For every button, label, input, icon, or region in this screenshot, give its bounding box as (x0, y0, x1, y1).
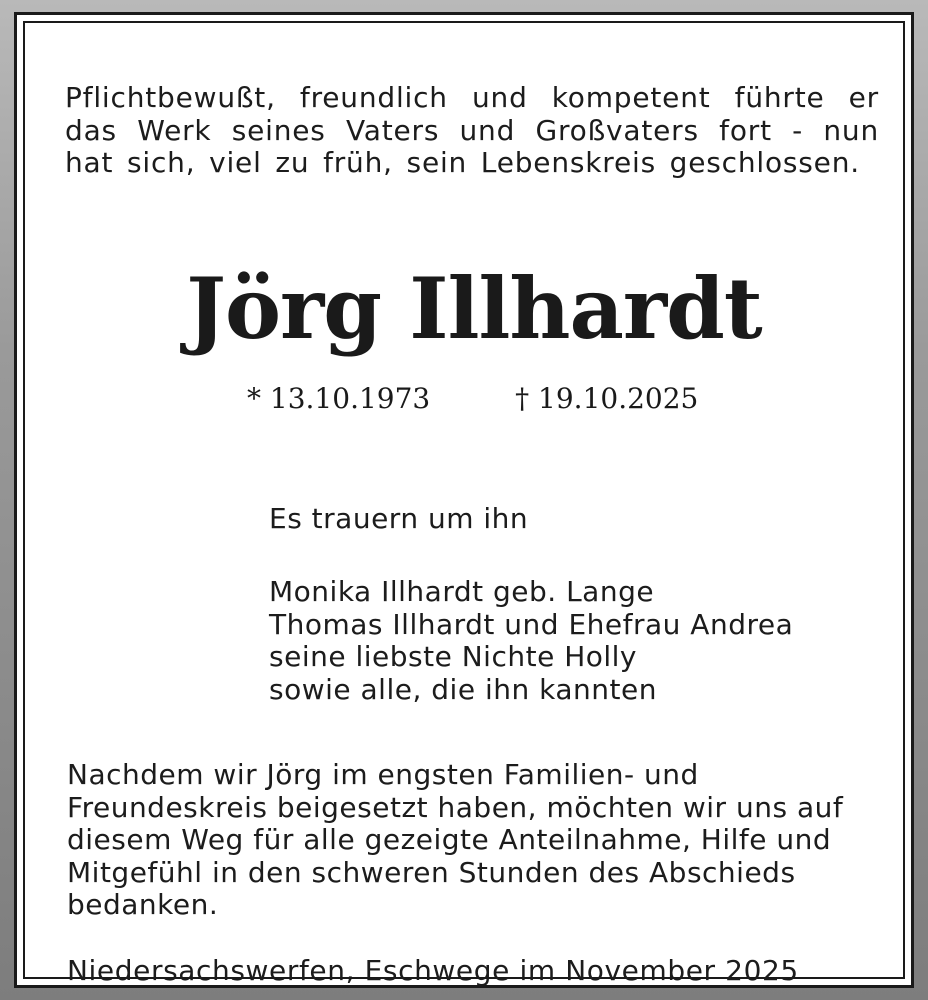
mourners-list (269, 576, 793, 706)
closing-line: bedanken. (67, 888, 219, 921)
obituary-card (14, 12, 914, 988)
closing-line: diesem Weg für alle gezeigte Anteilnahme, Hilfe und (67, 823, 832, 856)
death-date: 19.10.2025 (538, 382, 699, 415)
intro-line: das Werk seines Vaters und Großvaters fort - nun (65, 113, 879, 147)
closing-line: Mitgefühl in den schweren Stunden des Abschieds (67, 855, 796, 889)
life-dates (247, 379, 698, 419)
closing-paragraph (67, 759, 857, 922)
closing-line: Freundeskreis beigesetzt haben, möchten wir uns auf (67, 790, 844, 824)
intro-paragraph (65, 82, 879, 180)
mourner: Thomas Illhardt und Ehefrau Andrea (269, 607, 794, 641)
intro-line: Pflichtbewußt, freundlich und kompetent führte er (65, 81, 879, 114)
birth-symbol-icon: * (247, 382, 261, 415)
closing-line: Nachdem wir Jörg im engsten Familien- und (67, 758, 699, 791)
mourning-intro: Es trauern um ihn (269, 502, 529, 535)
mourner: Monika Illhardt geb. Lange (269, 575, 655, 608)
birth-date: 13.10.1973 (269, 382, 431, 415)
mourner: sowie alle, die ihn kannten (269, 672, 657, 706)
deceased-name: Jörg Illhardt (186, 259, 762, 358)
mourner: seine liebste Nichte Holly (269, 640, 638, 673)
intro-line: hat sich, viel zu früh, sein Lebenskreis geschlossen. (65, 146, 860, 179)
obituary-inner-frame (23, 21, 905, 987)
death-cross-icon: † (515, 382, 530, 415)
place-and-date: Niedersachswerfen, Eschwege im November 2025 (67, 954, 799, 987)
